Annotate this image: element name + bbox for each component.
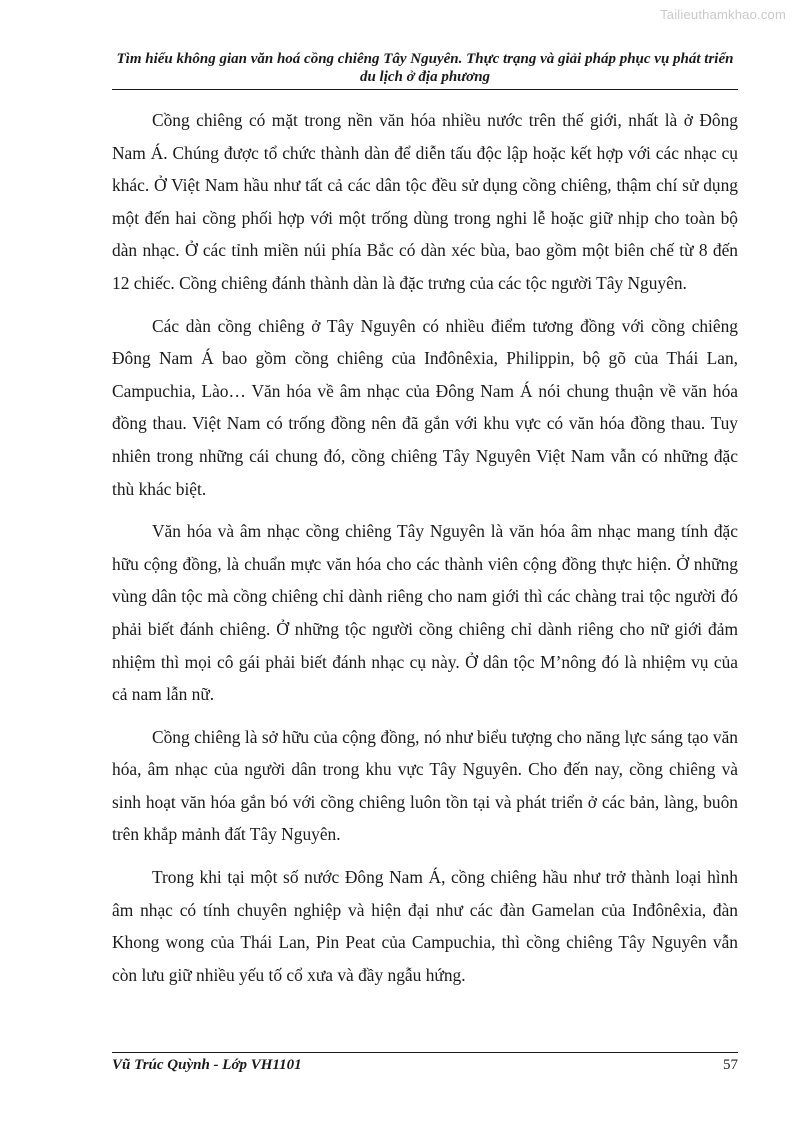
page-header-title: Tìm hiểu không gian văn hoá cồng chiêng Tây Nguyên. Thực trạng và giải pháp phục vụ phát triển du lịch ở địa phương	[112, 50, 738, 90]
page-footer	[112, 1052, 738, 1074]
paragraph-4: Cồng chiêng là sở hữu của cộng đồng, nó như biểu tượng cho năng lực sáng tạo văn hóa, âm nhạc của người dân trong khu vực Tây Nguyên. Cho đến nay, cồng chiêng và sinh hoạt văn hóa gắn bó với cồng chiêng luôn tồn tại và phát triển ở các bản, làng, buôn trên khắp mảnh đất Tây Nguyên.	[112, 726, 738, 845]
paragraph-1: Cồng chiêng có mặt trong nền văn hóa nhiều nước trên thế giới, nhất là ở Đông Nam Á. Chúng được tổ chức thành dàn để diễn tấu độc lập hoặc kết hợp với các nhạc cụ khác. Ở Việt Nam hầu như tất cả các dân tộc đều sử dụng cồng chiêng, thậm chí sử dụng một đến hai cồng phối hợp với một trống dùng trong nghi lễ hoặc giữ nhịp cho toàn bộ dàn nhạc. Ở các tỉnh miền núi phía Bắc có dàn xéc bùa, bao gồm một biên chế từ 8 đến 12 chiếc. Cồng chiêng đánh thành dàn là đặc trưng của các tộc người Tây Nguyên.	[112, 110, 738, 293]
paragraph-2: Các dàn cồng chiêng ở Tây Nguyên có nhiều điểm tương đồng với cồng chiêng Đông Nam Á bao gồm cồng chiêng của Inđônêxia, Philippin, bộ gõ của Thái Lan, Campuchia, Lào… Văn hóa về âm nhạc của Đông Nam Á nói chung thuận về văn hóa đồng thau. Việt Nam có trống đồng nên đã gắn với khu vực có văn hóa đồng thau. Tuy nhiên trong những cái chung đó, cồng chiêng Tây Nguyên Việt Nam vẫn có những đặc thù khác biệt.	[112, 315, 738, 499]
footer-author: Vũ Trúc Quỳnh - Lớp VH1101	[112, 1057, 302, 1073]
page-number: 57	[723, 1057, 738, 1073]
paragraph-3: Văn hóa và âm nhạc cồng chiêng Tây Nguyên là văn hóa âm nhạc mang tính đặc hữu cộng đồng, là chuẩn mực văn hóa cho các thành viên cộng đồng thực hiện. Ở những vùng dân tộc mà cồng chiêng chỉ dành riêng cho nam giới thì các chàng trai tộc người đó phải biết đánh chiêng. Ở những tộc người cồng chiêng chỉ dành riêng cho nữ giới đảm nhiệm thì mọi cô gái phải biết đánh nhạc cụ này. Ở dân tộc M’nông đó là nhiệm vụ của cả nam lẫn nữ.	[112, 521, 738, 705]
watermark-text: Tailieuthamkhao.com	[660, 7, 786, 22]
paragraph-5: Trong khi tại một số nước Đông Nam Á, cồng chiêng hầu như trở thành loại hình âm nhạc có tính chuyên nghiệp và hiện đại như các đàn Gamelan của Inđônêxia, đàn Khong wong của Thái Lan, Pin Peat của Campuchia, thì cồng chiêng Tây Nguyên vẫn còn lưu giữ nhiều yếu tố cổ xưa và đầy ngẫu hứng.	[112, 867, 738, 985]
document-body	[112, 104, 738, 1001]
